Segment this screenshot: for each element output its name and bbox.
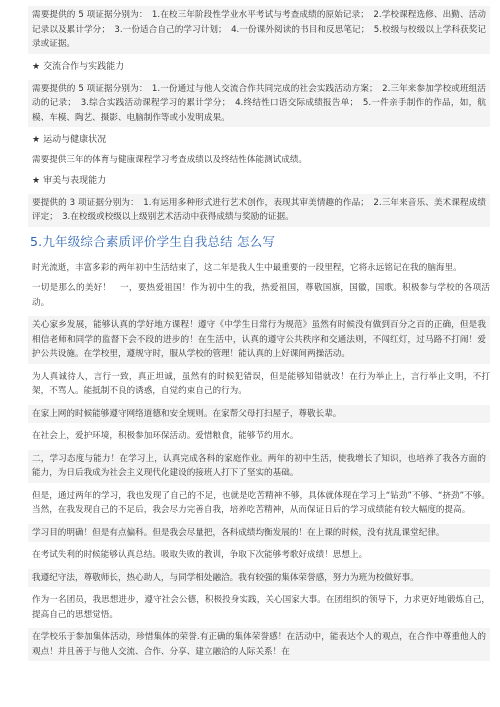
article-paragraph: 学习目的明确！但是有点偏科。但是我会尽量把，各科成绩均衡发展的！在上课的时候，没有扰乱课堂纪律。 <box>28 524 490 543</box>
article-paragraph: 但是，通过两年的学习，我也发现了自己的不足，也就是吃苦精神不够，具体就体现在学习上“钻劲”不够、“挤劲”不够。当然，在我发现自己的不足后，我会尽力完善自我，培养吃苦精神，从而保证日后的学习成绩能有较大幅度的提高。 <box>32 490 490 515</box>
evidence-paragraph: 需要提供的 5 项证据分别为： 1.在校三年阶段性学业水平考试与考查成绩的原始记录； 2.学校课程选修、出勤、活动记录以及累计学分； 3.一份适合自己的学习计划； 4.一份课外阅读的书目和反思笔记； 5.校级与校级以上学科获奖记录或证据。 <box>28 6 490 54</box>
section-heading: ★ 运动与健康状况 <box>32 135 107 145</box>
star-icon: ★ <box>32 135 41 145</box>
section-heading: ★ 交流合作与实践能力 <box>32 61 125 72</box>
section-heading: ★ 审美与表现能力 <box>32 175 107 186</box>
article-paragraph: 为人真诚待人，言行一致，真正坦诚，虽然有的时候犯错误，但是能够知错就改！在行为举止上，言行举止文明，不打架，不骂人。能抵制不良的诱惑，自觉约束自己的行为。 <box>32 371 490 396</box>
article-paragraph: 时光流逝，丰富多彩的两年初中生活结束了，这二年是我人生中最重要的一段里程，它将永远铭记在我的脑海里。 <box>32 262 462 273</box>
article-paragraph: 在考试失利的时候能够认真总结。吸取失败的教训，争取下次能够考歌好成绩！思想上。 <box>32 550 368 560</box>
section-body: 需要提供三年的体育与健康课程学习考查成绩以及终结性体能测试成绩。 <box>32 155 308 165</box>
article-paragraph: 关心家乡发展，能够认真的学好地方课程！遵守《中学生日常行为规范》虽然有时候没有做到百分之百的正确，但是我相信老师和同学的监督下会不段的进步的！在生活中，认真的遵守公共秩序和交通法则，不闯红灯，过马路不打闹！爱护公共设施。在学校里，遵规守时，服从学校的管理！能认真的上好课间两操活动。 <box>28 316 490 364</box>
article-paragraph: 二，学习态度与能力！在学习上，认真完成各科的家庭作业。两年的初中生活，使我增长了知识，也培养了我各方面的能力，为日后我成为社会主义现代化建设的接班人打下了坚实的基础。 <box>28 450 490 483</box>
article-paragraph: 在社会上，爱护环境，积极参加环保活动。爱惜粮食，能够节约用水。 <box>32 431 299 441</box>
article-paragraph: 在家上网的时候能够遵守网络道德和安全规则。在家帮父母打扫屋子，尊敬长辈。 <box>28 405 490 424</box>
article-paragraph: 作为一名团员，我思想进步，遵守社会公德，积极投身实践，关心国家大事。在团组织的领导下，力求更好地锻炼自己，提高自己的思想觉悟。 <box>32 595 490 620</box>
star-icon: ★ <box>32 175 41 186</box>
section-body: 要提供的 3 项证据分别为： 1.有运用多种形式进行艺术创作，表现其审美情趣的作品； 2.三年来音乐、美术课程成绩评定； 3.在校级或校级以上级别艺术活动中获得成绩与奖励的证据。 <box>28 194 490 227</box>
section-body: 需要提供的 5 项证据分别为： 1.一份通过与他人交流合作共同完成的社会实践活动方案； 2.三年来参加学校或班组活动的记录； 3.综合实践活动课程学习的累计学分； 4.终结性口语交际成绩报告单； 5.一件亲手制作的作品，如，航模、车模、陶艺、摄影、电脑制作等或小发明成果。 <box>28 80 490 128</box>
star-icon: ★ <box>32 61 41 72</box>
article-title: 5.九年级综合素质评价学生自我总结 怎么写 <box>30 233 276 249</box>
article-paragraph: 我遵纪守法，尊敬师长，热心助人，与同学相处融洽。我有较强的集体荣誉感，努力为班为校做好事。 <box>28 569 490 588</box>
article-paragraph: 在学校乐于参加集体活动，珍惜集体的荣誉.有正确的集体荣誉感！在活动中，能表达个人的观点，在合作中尊重他人的观点！并且善于与他人交流、合作、分享、建立融洽的人际关系！在 <box>28 628 490 661</box>
article-paragraph: 一切是那么的美好！ 一，要热爱祖国！作为初中生的我，热爱祖国，尊敬国旗，国徽，国歌。积极参与学校的各项活动。 <box>32 283 490 308</box>
